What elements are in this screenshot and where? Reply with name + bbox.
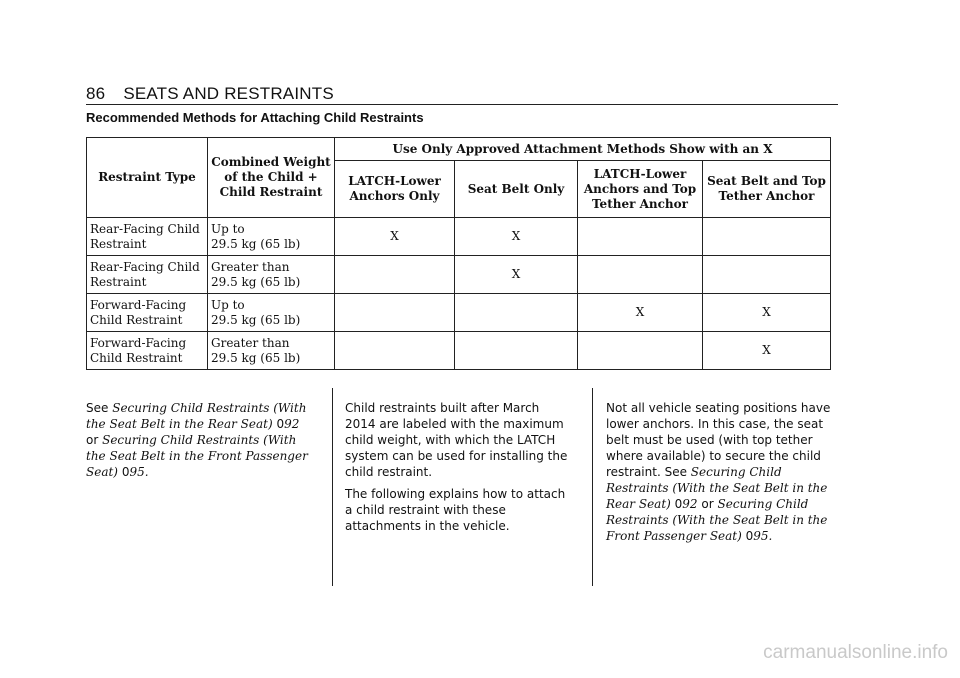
page-ref-icon: 0 [745,529,754,543]
page-number: 86 [86,84,106,103]
table-row [87,256,831,294]
weight-cell: Greater than 29.5 kg (65 lb) [208,256,335,294]
mark-cell [578,332,703,370]
body-column-1 [86,400,311,486]
restraint-type-cell: Forward-Facing Child Restraint [87,294,208,332]
section-name: SEATS AND RESTRAINTS [123,84,334,103]
mark-cell [703,256,831,294]
header-seat-belt-only: Seat Belt Only [455,161,578,218]
page-header [86,84,334,104]
cross-reference-link[interactable]: Securing Child Restraints (With the Seat Belt in the Rear Seat) [606,465,828,511]
mark-cell [703,218,831,256]
page-ref-icon: 0 [121,465,130,479]
watermark: carmanualsonline.info [763,642,948,663]
attach-intro-paragraph: The following explains how to attach a child restraint with these attachments in the vehicle. [345,487,566,533]
mark-cell: X [578,294,703,332]
restraint-table [86,137,831,370]
cross-reference-paragraph: See Securing Child Restraints (With the Seat Belt in the Rear Seat) 092 or Securing Child Restraints (With the Seat Belt in the Front Passenger Seat) 095. [86,401,308,479]
page-ref-icon: 0 [674,497,683,511]
weight-cell: Up to 29.5 kg (65 lb) [208,294,335,332]
cross-reference-link[interactable]: Securing Child Restraints (With the Seat Belt in the Rear Seat) [86,401,307,431]
restraint-type-cell: Forward-Facing Child Restraint [87,332,208,370]
header-rule [86,104,838,105]
mark-cell [335,256,455,294]
header-restraint-type: Restraint Type [87,138,208,218]
weight-cell: Up to 29.5 kg (65 lb) [208,218,335,256]
header-combined-weight: Combined Weight of the Child + Child Restraint [208,138,335,218]
mark-cell: X [703,294,831,332]
mark-cell [335,294,455,332]
page-reference[interactable]: 95. [753,529,773,543]
mark-cell [455,332,578,370]
column-divider [592,388,593,586]
mark-cell: X [455,218,578,256]
header-latch-lower: LATCH-Lower Anchors Only [335,161,455,218]
latch-label-paragraph: Child restraints built after March 2014 are labeled with the maximum child weight, with which the LATCH system can be used for installing the child restraint. [345,401,568,479]
body-column-2 [345,400,570,540]
header-latch-top-tether: LATCH-Lower Anchors and Top Tether Anchor [578,161,703,218]
restraint-type-cell: Rear-Facing Child Restraint [87,256,208,294]
mark-cell [335,332,455,370]
body-column-3 [606,400,831,550]
page-ref-icon: 0 [276,417,285,431]
mark-cell [455,294,578,332]
mark-cell [578,218,703,256]
mark-cell: X [335,218,455,256]
mark-cell: X [455,256,578,294]
page-reference[interactable]: 92 [284,417,300,431]
page-reference[interactable]: 92 [682,497,698,511]
column-divider [332,388,333,586]
table-row [87,332,831,370]
lower-anchors-paragraph: Not all vehicle seating positions have lower anchors. In this case, the seat belt must be used (with top tether where available) to secure the child restraint. See Securing Child Restraints (With the Seat Belt in the Rear Seat) 092 or Securing Child Restraints (With the Seat Belt in the Front Passenger Seat) 095. [606,401,831,543]
cross-reference-link[interactable]: Securing Child Restraints (With the Seat Belt in the Front Passenger Seat) [86,433,308,479]
header-attachment-methods: Use Only Approved Attachment Methods Show with an X [335,138,831,161]
page-reference[interactable]: 95. [129,465,149,479]
table-row [87,294,831,332]
mark-cell: X [703,332,831,370]
header-seat-belt-top-tether: Seat Belt and Top Tether Anchor [703,161,831,218]
restraint-type-cell: Rear-Facing Child Restraint [87,218,208,256]
table-row [87,218,831,256]
mark-cell [578,256,703,294]
weight-cell: Greater than 29.5 kg (65 lb) [208,332,335,370]
cross-reference-link[interactable]: Securing Child Restraints (With the Seat Belt in the Front Passenger Seat) [606,497,828,543]
section-title: Recommended Methods for Attaching Child Restraints [86,110,424,125]
